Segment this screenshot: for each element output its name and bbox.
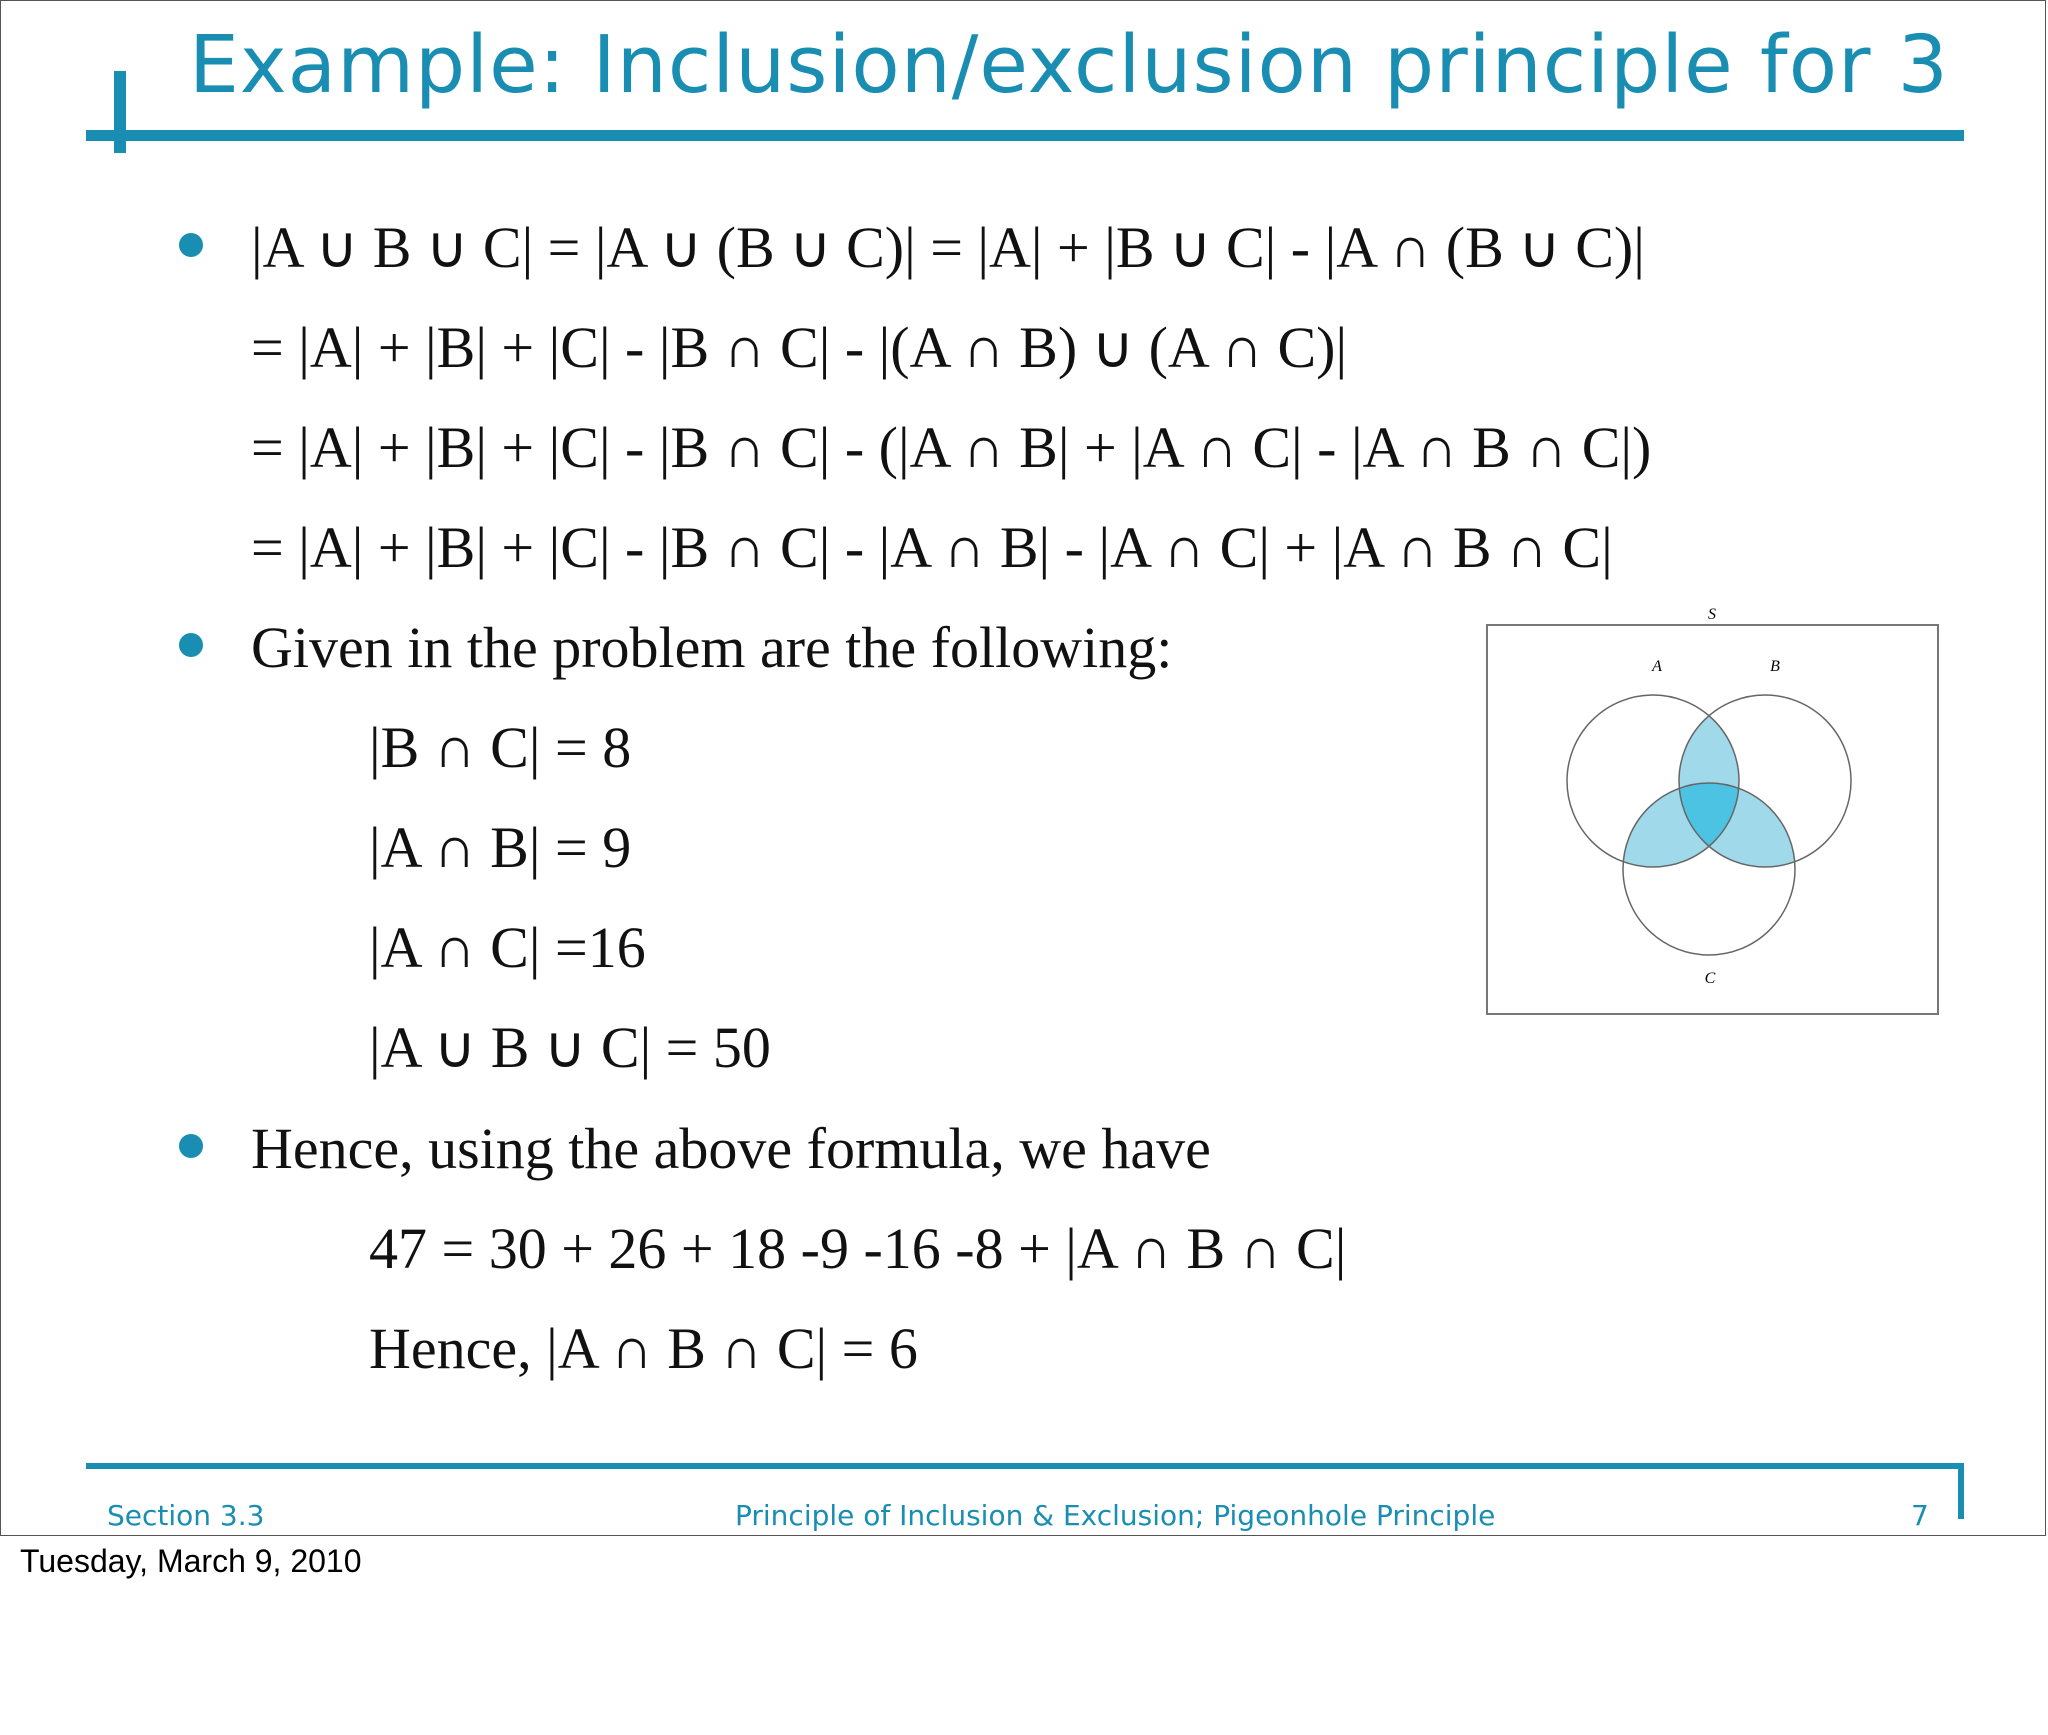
formula-line-1: |A ∪ B ∪ C| = |A ∪ (B ∪ C)| = |A| + |B ∪ C| - |A ∩ (B ∪ C)| (251, 215, 1645, 280)
slide-title: Example: Inclusion/exclusion principle for 3 (189, 19, 1949, 111)
footer-rule (86, 1463, 1964, 1469)
given-item-1: |B ∩ C| = 8 (369, 715, 632, 780)
title-rule (86, 130, 1964, 141)
given-item-4: |A ∪ B ∪ C| = 50 (369, 1015, 771, 1080)
calculation-line: 47 = 30 + 26 + 18 -9 -16 -8 + |A ∩ B ∩ C| (369, 1216, 1347, 1281)
date-caption: Tuesday, March 9, 2010 (20, 1543, 362, 1579)
formula-line-3: = |A| + |B| + |C| - |B ∩ C| - (|A ∩ B| + |A ∩ C| - |A ∩ B ∩ C|) (251, 415, 1652, 480)
footer-rule-tick (1958, 1463, 1964, 1519)
footer-page-number: 7 (1911, 1499, 1929, 1532)
footer-section: Section 3.3 (107, 1499, 265, 1532)
bullet-dot (179, 633, 203, 657)
given-item-2: |A ∩ B| = 9 (369, 815, 632, 880)
given-item-3: |A ∩ C| =16 (369, 915, 646, 980)
bullet-dot (179, 1134, 203, 1158)
result-line: Hence, |A ∩ B ∩ C| = 6 (369, 1316, 918, 1381)
conclusion-heading: Hence, using the above formula, we have (251, 1116, 1211, 1181)
label-a: A (1652, 658, 1662, 675)
label-b: B (1770, 658, 1780, 675)
bullet-dot (179, 233, 203, 257)
label-c: C (1704, 970, 1716, 987)
formula-line-4: = |A| + |B| + |C| - |B ∩ C| - |A ∩ B| - |A ∩ C| + |A ∩ B ∩ C| (251, 515, 1613, 580)
given-heading: Given in the problem are the following: (251, 615, 1173, 680)
footer-topic: Principle of Inclusion & Exclusion; Pigeonhole Principle (735, 1499, 1496, 1532)
venn-diagram (1485, 606, 1940, 1016)
formula-line-2: = |A| + |B| + |C| - |B ∩ C| - |(A ∩ B) ∪ (A ∩ C)| (251, 315, 1348, 380)
label-s: S (1708, 606, 1716, 623)
